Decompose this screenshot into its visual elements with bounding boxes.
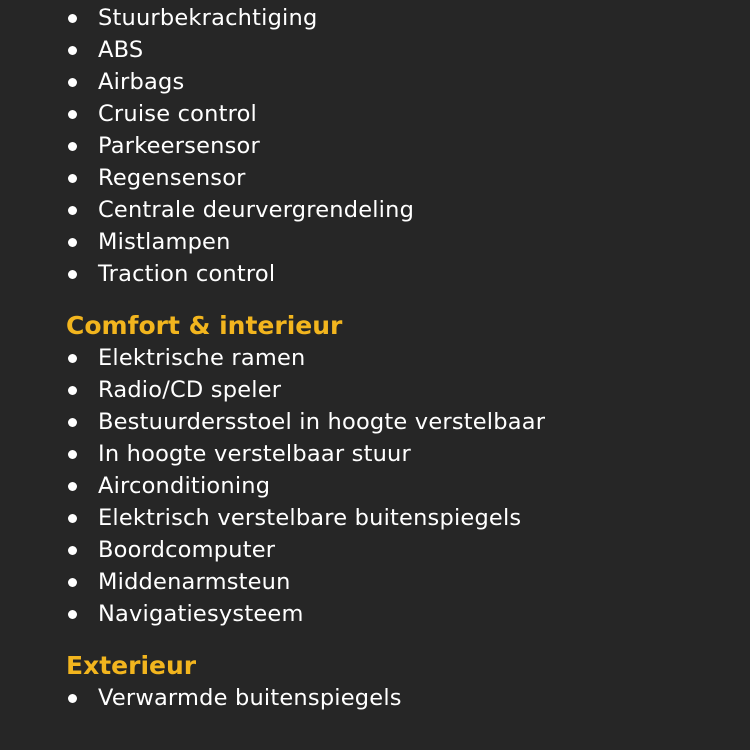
- list-item-label: Airbags: [98, 69, 185, 95]
- bullet-icon: [68, 142, 77, 151]
- section-exterieur: [66, 650, 736, 714]
- section-title-exterieur: Exterieur: [66, 651, 197, 680]
- list-item: [66, 2, 736, 34]
- list-item: [66, 226, 736, 258]
- bullet-icon: [68, 482, 77, 491]
- list-item-label: Traction control: [98, 261, 276, 287]
- list-item: [66, 470, 736, 502]
- bullet-icon: [68, 514, 77, 523]
- list-item-label: Elektrisch verstelbare buitenspiegels: [98, 505, 522, 531]
- list-item-label: Airconditioning: [98, 473, 271, 499]
- list-item: [66, 406, 736, 438]
- list-item: [66, 534, 736, 566]
- section-comfort-interieur: [66, 310, 736, 630]
- feature-list-comfort: [66, 342, 736, 630]
- feature-list-veiligheid: [66, 2, 736, 290]
- list-item: [66, 682, 736, 714]
- list-item-label: Stuurbekrachtiging: [98, 5, 318, 31]
- features-content: [66, 2, 736, 714]
- list-item: [66, 34, 736, 66]
- bullet-icon: [68, 578, 77, 587]
- list-item: [66, 438, 736, 470]
- list-item: [66, 374, 736, 406]
- bullet-icon: [68, 694, 77, 703]
- list-item-label: In hoogte verstelbaar stuur: [98, 441, 411, 467]
- bullet-icon: [68, 386, 77, 395]
- bullet-icon: [68, 174, 77, 183]
- list-item-label: Radio/CD speler: [98, 377, 282, 403]
- bullet-icon: [68, 610, 77, 619]
- list-item: [66, 66, 736, 98]
- bullet-icon: [68, 14, 77, 23]
- list-item: [66, 342, 736, 374]
- list-item-label: Bestuurdersstoel in hoogte verstelbaar: [98, 409, 546, 435]
- list-item: [66, 130, 736, 162]
- bullet-icon: [68, 110, 77, 119]
- list-item-label: Elektrische ramen: [98, 345, 306, 371]
- section-veiligheid: [66, 2, 736, 290]
- bullet-icon: [68, 46, 77, 55]
- list-item-label: Cruise control: [98, 101, 257, 127]
- list-item-label: Navigatiesysteem: [98, 601, 304, 627]
- list-item: [66, 194, 736, 226]
- list-item: [66, 98, 736, 130]
- bullet-icon: [68, 354, 77, 363]
- list-item-label: Verwarmde buitenspiegels: [98, 685, 402, 711]
- bullet-icon: [68, 238, 77, 247]
- list-item-label: Parkeersensor: [98, 133, 260, 159]
- bullet-icon: [68, 78, 77, 87]
- list-item-label: ABS: [98, 37, 144, 63]
- list-item: [66, 598, 736, 630]
- list-item: [66, 162, 736, 194]
- bullet-icon: [68, 546, 77, 555]
- list-item: [66, 258, 736, 290]
- list-item-label: Regensensor: [98, 165, 246, 191]
- bullet-icon: [68, 418, 77, 427]
- bullet-icon: [68, 450, 77, 459]
- list-item: [66, 502, 736, 534]
- feature-list-exterieur: [66, 682, 736, 714]
- list-item-label: Boordcomputer: [98, 537, 276, 563]
- list-item-label: Middenarmsteun: [98, 569, 291, 595]
- section-title-comfort: Comfort & interieur: [66, 311, 343, 340]
- list-item-label: Centrale deurvergrendeling: [98, 197, 415, 223]
- list-item-label: Mistlampen: [98, 229, 231, 255]
- bullet-icon: [68, 206, 77, 215]
- list-item: [66, 566, 736, 598]
- bullet-icon: [68, 270, 77, 279]
